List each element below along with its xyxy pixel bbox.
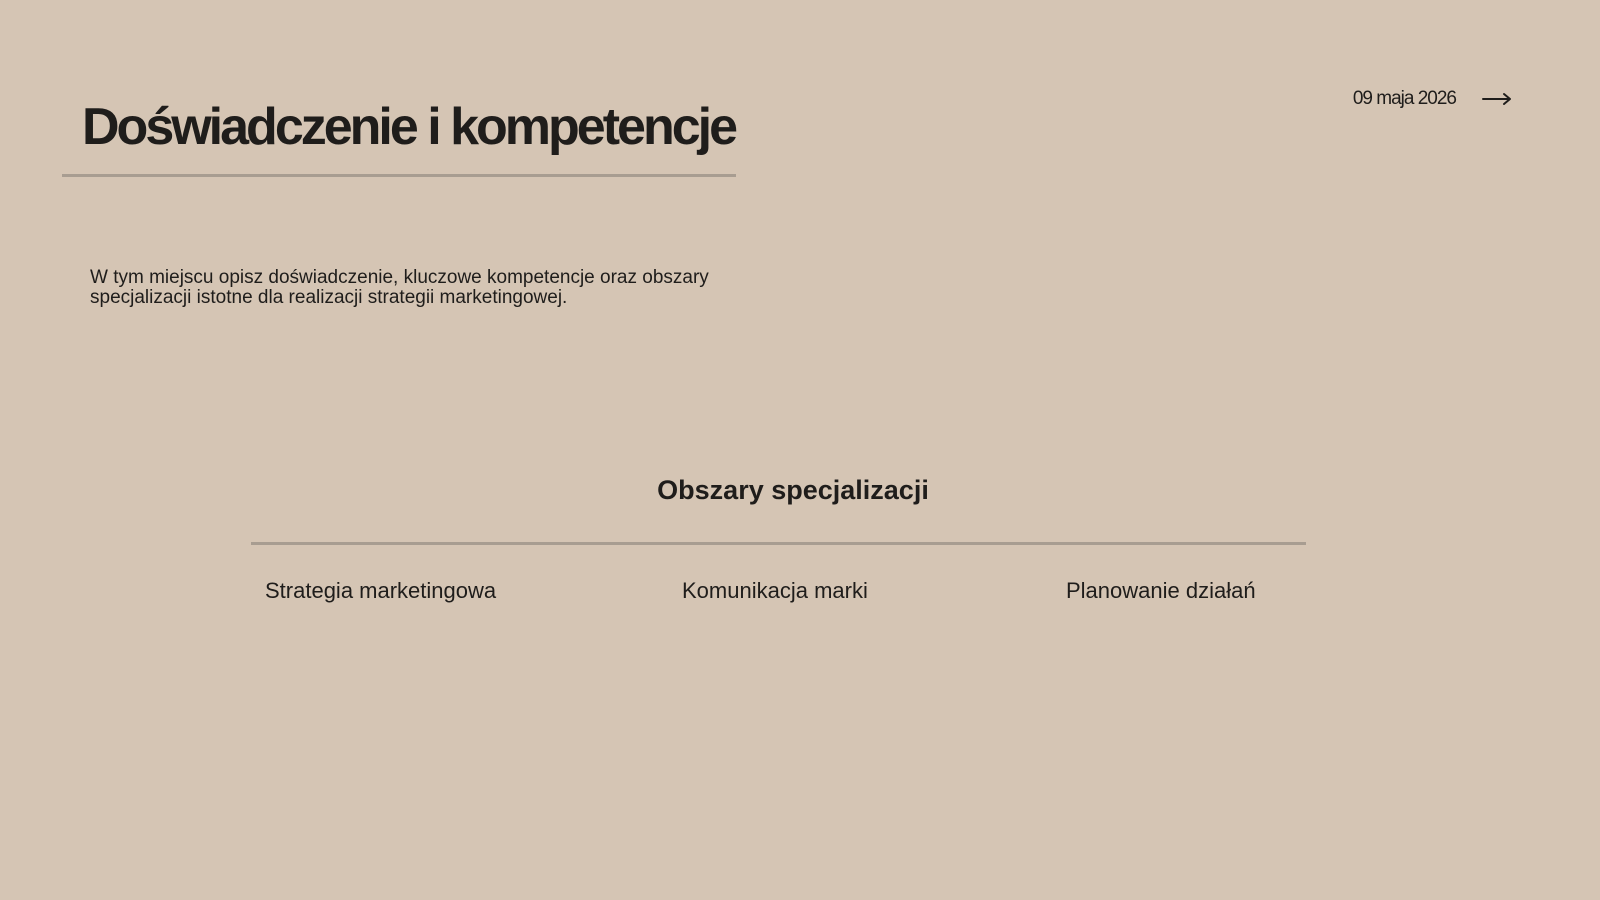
specialization-item-brand-communication: Komunikacja marki bbox=[682, 578, 868, 603]
specialization-item-strategy: Strategia marketingowa bbox=[265, 578, 497, 603]
date-navigation bbox=[1353, 88, 1512, 110]
specialization-item-action-planning: Planowanie działań bbox=[1066, 578, 1256, 603]
page-title: Doświadczenie i kompetencje bbox=[82, 98, 736, 156]
description-text: W tym miejscu opisz doświadczenie, kluczowe kompetencje oraz obszary specjalizacji istotne dla realizacji strategii marketingowej. bbox=[90, 267, 709, 308]
arrow-right-icon[interactable] bbox=[1482, 92, 1512, 106]
date-label: 09 maja 2026 bbox=[1352, 88, 1456, 109]
title-divider bbox=[62, 174, 736, 177]
specialization-divider bbox=[251, 542, 1306, 545]
specialization-heading: Obszary specjalizacji bbox=[657, 475, 929, 505]
